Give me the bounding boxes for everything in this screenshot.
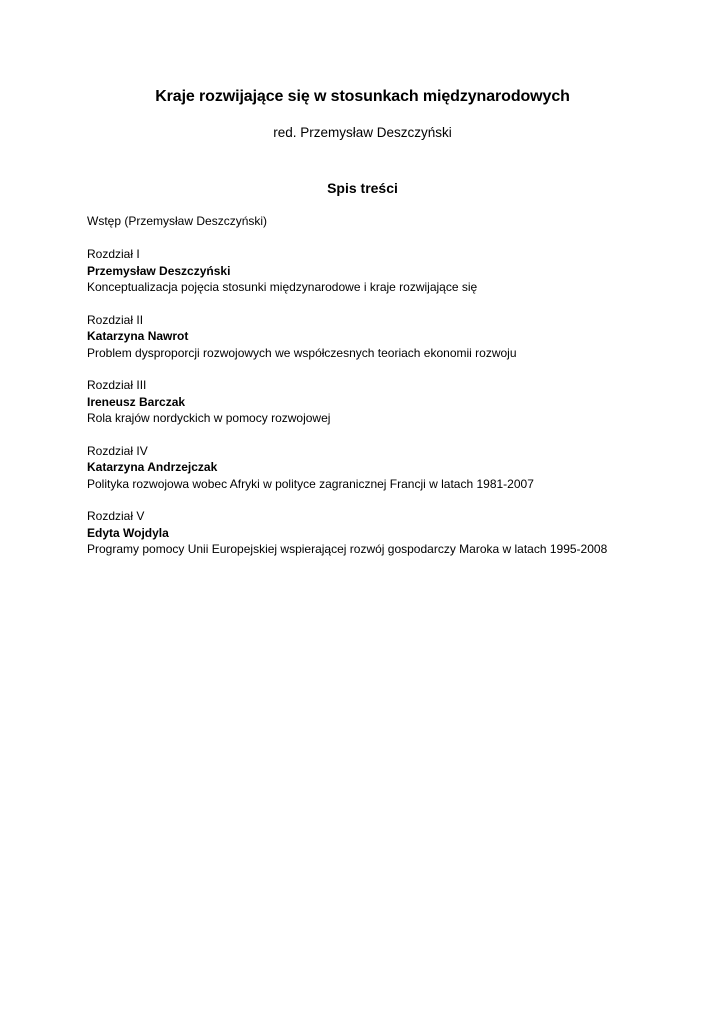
- chapter-title: Programy pomocy Unii Europejskiej wspierającej rozwój gospodarczy Maroka w latach 1995-2008: [87, 542, 608, 556]
- chapter-title: Problem dysproporcji rozwojowych we współczesnych teoriach ekonomii rozwoju: [87, 345, 517, 360]
- chapter-author: Edyta Wojdyla: [87, 525, 169, 540]
- toc-chapter-3: [87, 377, 687, 427]
- toc-heading: Spis treści: [327, 180, 398, 196]
- chapter-title: Rola krajów nordyckich w pomocy rozwojowej: [87, 411, 331, 425]
- chapter-author: Katarzyna Nawrot: [87, 329, 189, 343]
- toc-chapter-5: [87, 508, 687, 558]
- chapter-author: Przemysław Deszczyński: [87, 263, 231, 278]
- document-title: Kraje rozwijające się w stosunkach międzynarodowych: [155, 88, 570, 105]
- editor-line: red. Przemysław Deszczyński: [273, 125, 452, 140]
- chapter-label: Rozdział III: [87, 378, 147, 392]
- chapter-title: Konceptualizacja pojęcia stosunki międzynarodowe i kraje rozwijające się: [87, 280, 478, 294]
- chapter-label: Rozdział V: [87, 509, 145, 523]
- table-of-contents: [87, 213, 687, 574]
- chapter-label: Rozdział IV: [87, 443, 148, 458]
- chapter-author: Ireneusz Barczak: [87, 394, 186, 409]
- chapter-label: Rozdział I: [87, 247, 140, 261]
- toc-chapter-4: [87, 443, 687, 493]
- toc-chapter-1: [87, 246, 687, 296]
- toc-chapter-2: [87, 312, 687, 362]
- chapter-label: Rozdział II: [87, 312, 144, 327]
- chapter-title: Polityka rozwojowa wobec Afryki w polityce zagranicznej Francji w latach 1981-2007: [87, 476, 534, 491]
- chapter-author: Katarzyna Andrzejczak: [87, 460, 218, 474]
- toc-intro: Wstęp (Przemysław Deszczyński): [87, 214, 268, 228]
